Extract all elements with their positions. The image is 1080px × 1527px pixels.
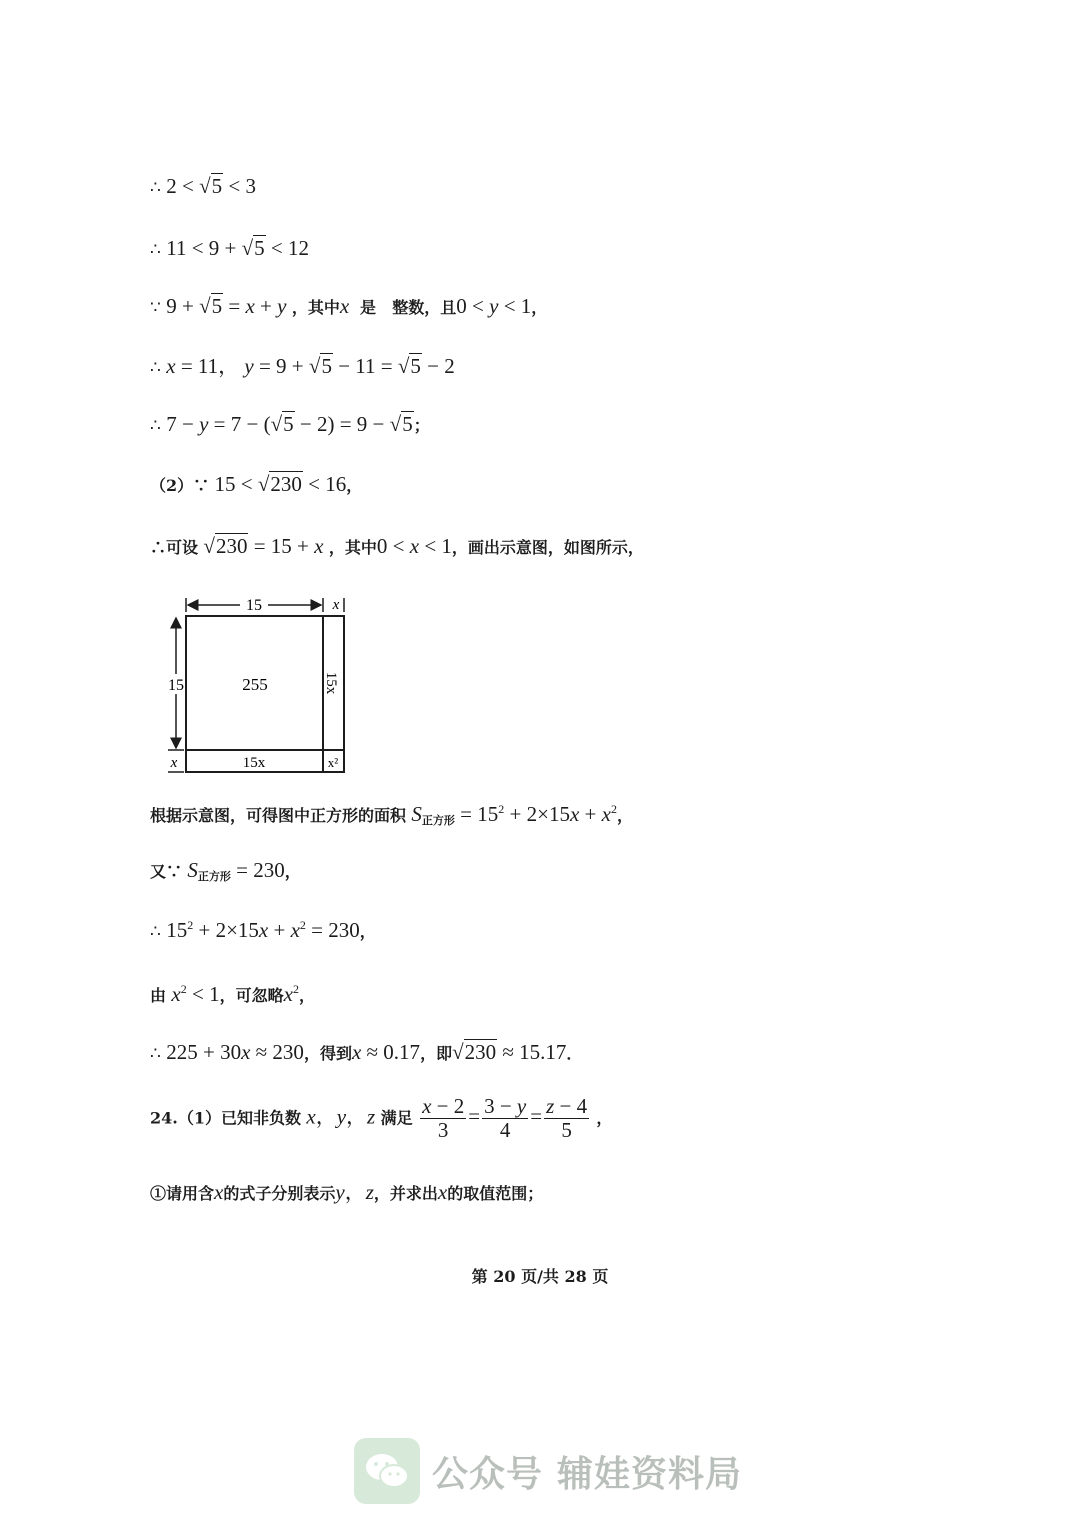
therefore-symbol: ∴	[150, 240, 161, 260]
page-number: 第 20 页/共 28 页	[471, 1267, 609, 1286]
inequality-3: 0 < y < 1	[456, 294, 532, 318]
top-label: 15	[246, 597, 262, 614]
text-dedao: ，得到	[303, 1044, 352, 1063]
vars-xyz: x，y，z	[306, 1104, 376, 1129]
sub-text-3: ，并求出	[373, 1184, 438, 1203]
var-x: x	[339, 294, 350, 318]
text-manzu: 满足	[380, 1108, 413, 1128]
therefore-symbol: ∴	[150, 358, 161, 378]
wechat-watermark	[354, 1436, 742, 1506]
solution-line-7	[150, 536, 644, 557]
equation-3: 9 + √5 = x + y	[166, 294, 287, 318]
text-genju: 根据示意图，可得图中正方形的面积	[150, 806, 407, 825]
inequality-6: 15 < √230 < 16	[214, 472, 347, 496]
therefore-symbol: ∴	[150, 1044, 161, 1064]
text-ji: ，即	[420, 1044, 453, 1063]
text-qizhong: ，其中	[291, 298, 340, 317]
solution-line-1	[150, 176, 256, 197]
inequality-7: 0 < x < 1	[376, 534, 452, 558]
q24-prefix: 24.（1）已知非负数	[150, 1108, 301, 1128]
bottom-left-label: x	[170, 755, 178, 771]
solution-line-12: ∴ 225 + 30x ≈ 230，得到x ≈ 0.17，即√230 ≈ 15.17．	[150, 1040, 583, 1064]
square-diagram	[160, 594, 360, 779]
text-you: 又∵	[150, 862, 183, 881]
subscript-square: 正方形	[197, 871, 231, 883]
inequality-1: 2 < √5 < 3	[166, 174, 256, 198]
solution-line-11: 由 $x^2 < 1$，可忽略$x^2$，	[150, 982, 315, 1006]
solution-line-8: 根据示意图，可得图中正方形的面积 S正方形 = $15^2 + 2\times 15x + x^2$，	[150, 802, 633, 827]
text-kesheng: ∴可设	[150, 538, 199, 557]
sub-text-1: ①请用含	[150, 1184, 215, 1203]
solution-line-2	[150, 238, 309, 259]
watermark-label-2: 辅娃资料局	[557, 1453, 743, 1495]
text-huachu: ，画出示意图，如图所示，	[451, 538, 644, 557]
equation-5: 7 − y = 7 − (√5 − 2) = 9 − √5	[166, 412, 413, 436]
text-you-hu: 由	[150, 986, 167, 1005]
equation-7: √230 = 15 + x	[203, 534, 324, 558]
part-2-label: （2）∵	[150, 476, 210, 495]
solution-line-9: 又∵ S正方形 = 230，	[150, 858, 301, 883]
therefore-symbol: ∴	[150, 922, 161, 942]
text-zhengshu: 整数，且	[392, 298, 457, 317]
x-approx: x ≈ 0.17	[351, 1040, 421, 1064]
wechat-icon	[354, 1438, 420, 1504]
equation-4: x = 11， y = 9 + √5 − 11 = √5 − 2	[166, 354, 455, 378]
sub-text-2: 的式子分别表示	[223, 1184, 336, 1203]
solution-line-3: ∵ 9 + √5 = x + y ，其中x 是 整数，且0 < y < 1，	[150, 294, 548, 318]
area-formula: S正方形 = $15^2 + 2\times 15x + x^2$	[411, 802, 617, 827]
area-value: S正方形 = 230	[187, 858, 285, 883]
ratio-equation: $\frac{x - 2}{3}$ = $\frac{3 - y}{4}$ = $\frac{z - 4}{5}$	[422, 1094, 588, 1142]
therefore-symbol: ∴	[150, 416, 161, 436]
top-x-label: x	[332, 597, 340, 613]
inequality-11: $x^2 < 1$	[171, 982, 220, 1006]
x-squared: $x^2$	[283, 982, 299, 1006]
watermark-label-1: 公众号	[432, 1453, 544, 1495]
text-qizhong: ，其中	[328, 538, 377, 557]
right-label: 15x	[323, 671, 339, 695]
inequality-2: 11 < 9 + √5 < 12	[166, 236, 310, 260]
solution-line-4	[150, 356, 455, 377]
question-24: 24.（1）已知非负数 x，y，z 满足 $\frac{x - 2}{3}$ = $\frac{3 - y}{4}$ = $\frac{z - 4}{5}$ ，	[150, 1094, 613, 1142]
bottom-mid-label: 15x	[242, 755, 266, 771]
therefore-symbol: ∴	[150, 178, 161, 198]
sub-text-4: 的取值范围；	[447, 1184, 544, 1203]
text-ke-hulue: ，可忽略	[219, 986, 284, 1005]
solution-line-10: ∴ $15^2 + 2\times 15x + x^2 = 230$，	[150, 918, 376, 942]
approx-equation: 225 + 30x ≈ 230	[166, 1040, 304, 1064]
question-24-sub-1: ①请用含x的式子分别表示y，z，并求出x的取值范围；	[150, 1180, 544, 1204]
left-label: 15	[168, 677, 184, 694]
solution-line-6: （2）∵ 15 < √230 < 16，	[150, 472, 363, 496]
text-shi: 是	[360, 298, 377, 317]
equation-10: $15^2 + 2\times 15x + x^2 = 230$	[166, 918, 360, 942]
outer-square	[186, 616, 344, 772]
corner-label: x²	[327, 755, 339, 770]
subscript-square: 正方形	[421, 815, 455, 827]
center-area-label: 255	[242, 675, 268, 694]
solution-line-5: ∴ 7 − y = 7 − (√5 − 2) = 9 − √5；	[150, 412, 430, 436]
because-symbol: ∵	[150, 298, 161, 318]
sqrt-approx: √230 ≈ 15.17	[452, 1040, 567, 1064]
